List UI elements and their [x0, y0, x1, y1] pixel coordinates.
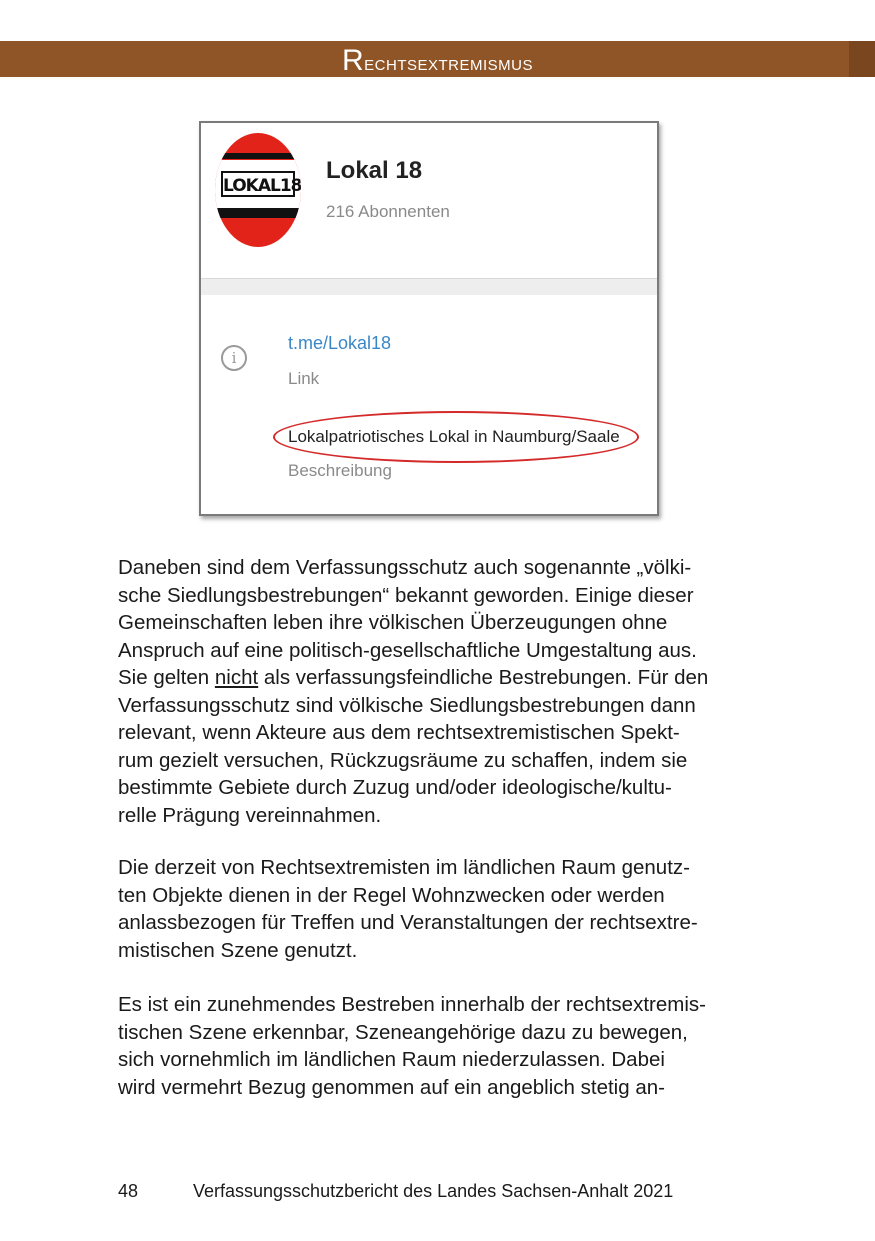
page-number: 48 [118, 1181, 139, 1201]
telegram-channel-screenshot [199, 121, 659, 516]
divider [201, 278, 657, 295]
footer-title: Verfassungsschutzbericht des Landes Sachsen-Anhalt 2021 [193, 1181, 674, 1201]
channel-logo [215, 133, 301, 247]
emphasis-nicht: nicht [214, 666, 259, 689]
channel-link-label: Link [288, 369, 320, 388]
paragraph-2: Die derzeit von Rechtsextremisten im ländlichen Raum genutz- ten Objekte dienen in der Regel Wohnzwecken oder werden anlassbezogen für Treffen und Veranstaltungen der rechtsextre- mistischen Szene genutzt. [118, 856, 698, 962]
section-title-initial: R [341, 44, 365, 77]
channel-description: Lokalpatriotisches Lokal in Naumburg/Saale [288, 427, 620, 446]
channel-name: Lokal 18 [326, 157, 423, 184]
channel-logo-text: LOKAL18 [221, 171, 295, 197]
info-icon: i [221, 345, 247, 371]
channel-description-label: Beschreibung [288, 461, 392, 480]
paragraph-1: Daneben sind dem Verfassungsschutz auch sogenannte „völki- sche Siedlungsbestrebungen“ bekannt geworden. Einige dieser Gemeinschaften leben ihre völkischen Überzeugungen ohne Anspruch auf eine politisch-gesellschaftliche Umgestaltung aus. Sie gelten nicht als verfassungsfeindliche Bestrebungen. Für den Verfassungsschutz sind völkische Siedlungsbestrebungen dann relevant, wenn Akteure aus dem rechtsextremistischen Spekt- rum gezielt versuchen, Rückzugsräume zu schaffen, indem sie bestimmte Gebiete durch Zuzug und/oder ideologische/kultu- relle Prägung vereinnahmen. [118, 556, 709, 827]
channel-link: t.me/Lokal18 [288, 333, 392, 353]
paragraph-3: Es ist ein zunehmendes Bestreben innerhalb der rechtsextremis- tischen Szene erkennbar, Szeneangehörige dazu zu bewegen, sich vornehmlich im ländlichen Raum niederzulassen. Dabei wird vermehrt Bezug genommen auf ein angeblich stetig an- [118, 993, 706, 1099]
subscriber-count: 216 Abonnenten [326, 202, 450, 221]
section-title [0, 41, 875, 77]
section-title-rest: echtsextremismus [364, 50, 534, 75]
